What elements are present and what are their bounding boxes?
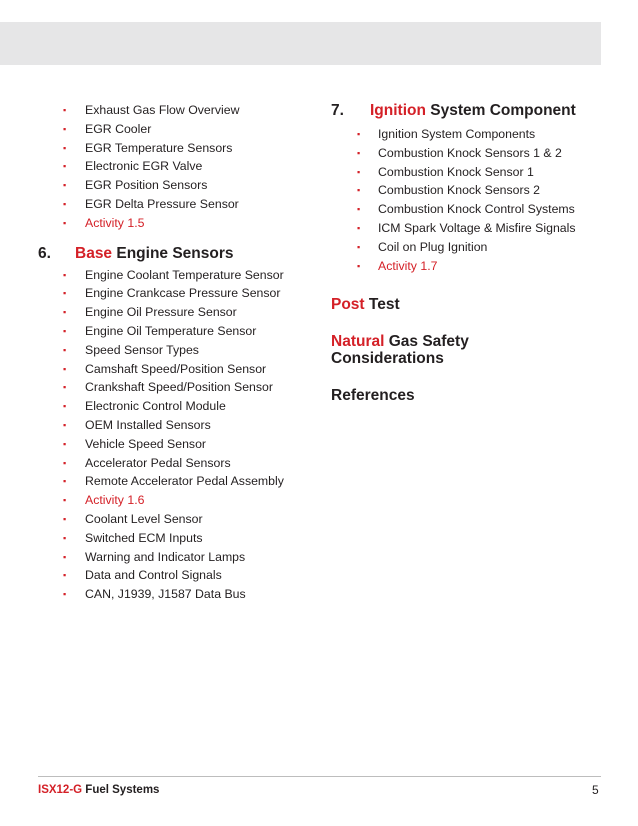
topic-label: Combustion Knock Sensor 1 xyxy=(378,164,534,179)
page-number: 5 xyxy=(592,783,599,797)
list-item xyxy=(38,529,308,548)
base-engine-sensors-list xyxy=(38,266,308,604)
bullet-icon: ▪ xyxy=(63,570,67,581)
topic-label: Engine Oil Temperature Sensor xyxy=(85,323,257,338)
bullet-icon: ▪ xyxy=(357,241,361,252)
list-item xyxy=(331,238,611,257)
bullet-icon: ▪ xyxy=(63,180,67,191)
section-7-heading xyxy=(331,101,611,121)
topic-label: Crankshaft Speed/Position Sensor xyxy=(85,380,273,395)
topic-egr-position-sensors: EGR Position Sensors xyxy=(85,178,208,193)
bullet-icon: ▪ xyxy=(357,260,361,271)
bullet-icon: ▪ xyxy=(63,288,67,299)
topic-label: Data and Control Signals xyxy=(85,568,222,583)
list-item xyxy=(331,200,611,219)
topic-electronic-egr-valve: Electronic EGR Valve xyxy=(85,159,203,174)
footer-divider xyxy=(38,776,601,777)
bullet-icon: ▪ xyxy=(63,344,67,355)
bullet-icon: ▪ xyxy=(357,204,361,215)
topic-exhaust-gas-flow-overview: Exhaust Gas Flow Overview xyxy=(85,103,240,117)
list-item xyxy=(38,472,308,491)
list-item xyxy=(331,163,611,182)
list-item xyxy=(38,303,308,322)
bullet-icon: ▪ xyxy=(63,495,67,506)
topic-label: Engine Crankcase Pressure Sensor xyxy=(85,286,281,301)
list-item xyxy=(38,510,308,529)
topic-egr-cooler: EGR Cooler xyxy=(85,121,152,136)
section-title-rest: System Component xyxy=(425,102,576,119)
bullet-icon: ▪ xyxy=(63,363,67,374)
list-item xyxy=(38,491,308,510)
topic-label: Coolant Level Sensor xyxy=(85,511,203,526)
list-item xyxy=(38,284,308,303)
list-item xyxy=(38,454,308,473)
references-heading[interactable]: References xyxy=(331,387,415,405)
bullet-icon: ▪ xyxy=(63,269,67,280)
bullet-icon: ▪ xyxy=(357,129,361,139)
bullet-icon: ▪ xyxy=(63,401,67,412)
topic-label: Engine Coolant Temperature Sensor xyxy=(85,267,284,282)
section-6-heading xyxy=(38,244,308,264)
list-item xyxy=(38,120,308,139)
natural-gas-safety-heading[interactable] xyxy=(331,333,611,367)
bullet-icon: ▪ xyxy=(357,185,361,196)
list-item xyxy=(38,266,308,285)
topic-label: Warning and Indicator Lamps xyxy=(85,549,246,564)
header-band xyxy=(0,22,601,65)
list-item xyxy=(331,219,611,238)
egr-topic-list xyxy=(38,101,308,233)
bullet-icon: ▪ xyxy=(63,513,67,524)
bullet-icon: ▪ xyxy=(63,307,67,318)
heading-accent: Post xyxy=(331,296,365,314)
ignition-system-list xyxy=(331,125,611,275)
list-item xyxy=(38,585,308,604)
list-item xyxy=(38,157,308,176)
topic-egr-temperature-sensors: EGR Temperature Sensors xyxy=(85,140,233,155)
topic-label: Electronic Control Module xyxy=(85,399,226,414)
topic-label: Accelerator Pedal Sensors xyxy=(85,455,231,470)
activity-1-7-link[interactable]: Activity 1.7 xyxy=(378,258,438,273)
bullet-icon: ▪ xyxy=(63,382,67,393)
activity-1-6-link[interactable]: Activity 1.6 xyxy=(85,493,145,508)
section-title-accent: Ignition xyxy=(370,102,426,119)
footer-title xyxy=(38,784,159,796)
topic-label: ICM Spark Voltage & Misfire Signals xyxy=(378,220,576,235)
left-column xyxy=(38,101,308,604)
bullet-icon: ▪ xyxy=(63,217,67,228)
topic-label: OEM Installed Sensors xyxy=(85,417,211,432)
list-item xyxy=(38,322,308,341)
topic-label: Ignition System Components xyxy=(378,127,536,141)
list-item xyxy=(38,360,308,379)
footer-title-accent: ISX12-G xyxy=(38,784,83,796)
bullet-icon: ▪ xyxy=(63,142,67,153)
list-item xyxy=(38,101,308,120)
list-item xyxy=(331,181,611,200)
topic-label: Combustion Knock Sensors 1 & 2 xyxy=(378,145,562,160)
bullet-icon: ▪ xyxy=(357,147,361,158)
footer-title-rest: Fuel Systems xyxy=(82,784,160,796)
bullet-icon: ▪ xyxy=(63,551,67,562)
list-item xyxy=(38,214,308,233)
list-item xyxy=(38,548,308,567)
list-item xyxy=(38,378,308,397)
list-item xyxy=(38,435,308,454)
topic-label: Camshaft Speed/Position Sensor xyxy=(85,361,267,376)
list-item xyxy=(331,257,611,276)
bullet-icon: ▪ xyxy=(63,589,67,600)
list-item xyxy=(331,144,611,163)
bullet-icon: ▪ xyxy=(63,438,67,449)
topic-label: Remote Accelerator Pedal Assembly xyxy=(85,474,284,489)
bullet-icon: ▪ xyxy=(63,457,67,468)
heading-rest: Gas Safety xyxy=(384,333,469,351)
topic-egr-delta-pressure-sensor: EGR Delta Pressure Sensor xyxy=(85,196,239,211)
bullet-icon: ▪ xyxy=(63,325,67,336)
section-number: 6. xyxy=(38,244,51,262)
right-column xyxy=(331,101,611,404)
list-item xyxy=(38,341,308,360)
section-number: 7. xyxy=(331,102,344,119)
topic-label: Combustion Knock Control Systems xyxy=(378,202,575,217)
bullet-icon: ▪ xyxy=(63,123,67,134)
heading-rest: Test xyxy=(364,296,400,314)
topic-label: Combustion Knock Sensors 2 xyxy=(378,183,540,198)
activity-1-5-link[interactable]: Activity 1.5 xyxy=(85,215,145,230)
section-title-accent: Base xyxy=(75,244,113,262)
topic-label: CAN, J1939, J1587 Data Bus xyxy=(85,587,246,602)
bullet-icon: ▪ xyxy=(63,532,67,543)
list-item xyxy=(331,125,611,144)
bullet-icon: ▪ xyxy=(63,476,67,487)
list-item xyxy=(38,566,308,585)
bullet-icon: ▪ xyxy=(63,161,67,172)
post-test-heading[interactable] xyxy=(331,296,611,313)
bullet-icon: ▪ xyxy=(357,166,361,177)
heading-line-2: Considerations xyxy=(331,350,444,368)
list-item xyxy=(38,397,308,416)
topic-label: Switched ECM Inputs xyxy=(85,530,203,545)
list-item xyxy=(38,416,308,435)
list-item xyxy=(38,195,308,214)
list-item xyxy=(38,176,308,195)
section-title-rest: Engine Sensors xyxy=(112,244,234,262)
bullet-icon: ▪ xyxy=(357,222,361,233)
topic-label: Vehicle Speed Sensor xyxy=(85,436,207,451)
bullet-icon: ▪ xyxy=(63,198,67,209)
topic-label: Engine Oil Pressure Sensor xyxy=(85,305,237,320)
topic-label: Speed Sensor Types xyxy=(85,342,199,357)
list-item xyxy=(38,139,308,158)
heading-accent: Natural xyxy=(331,333,385,351)
bullet-icon: ▪ xyxy=(63,419,67,430)
bullet-icon: ▪ xyxy=(63,105,67,115)
topic-label: Coil on Plug Ignition xyxy=(378,239,488,254)
